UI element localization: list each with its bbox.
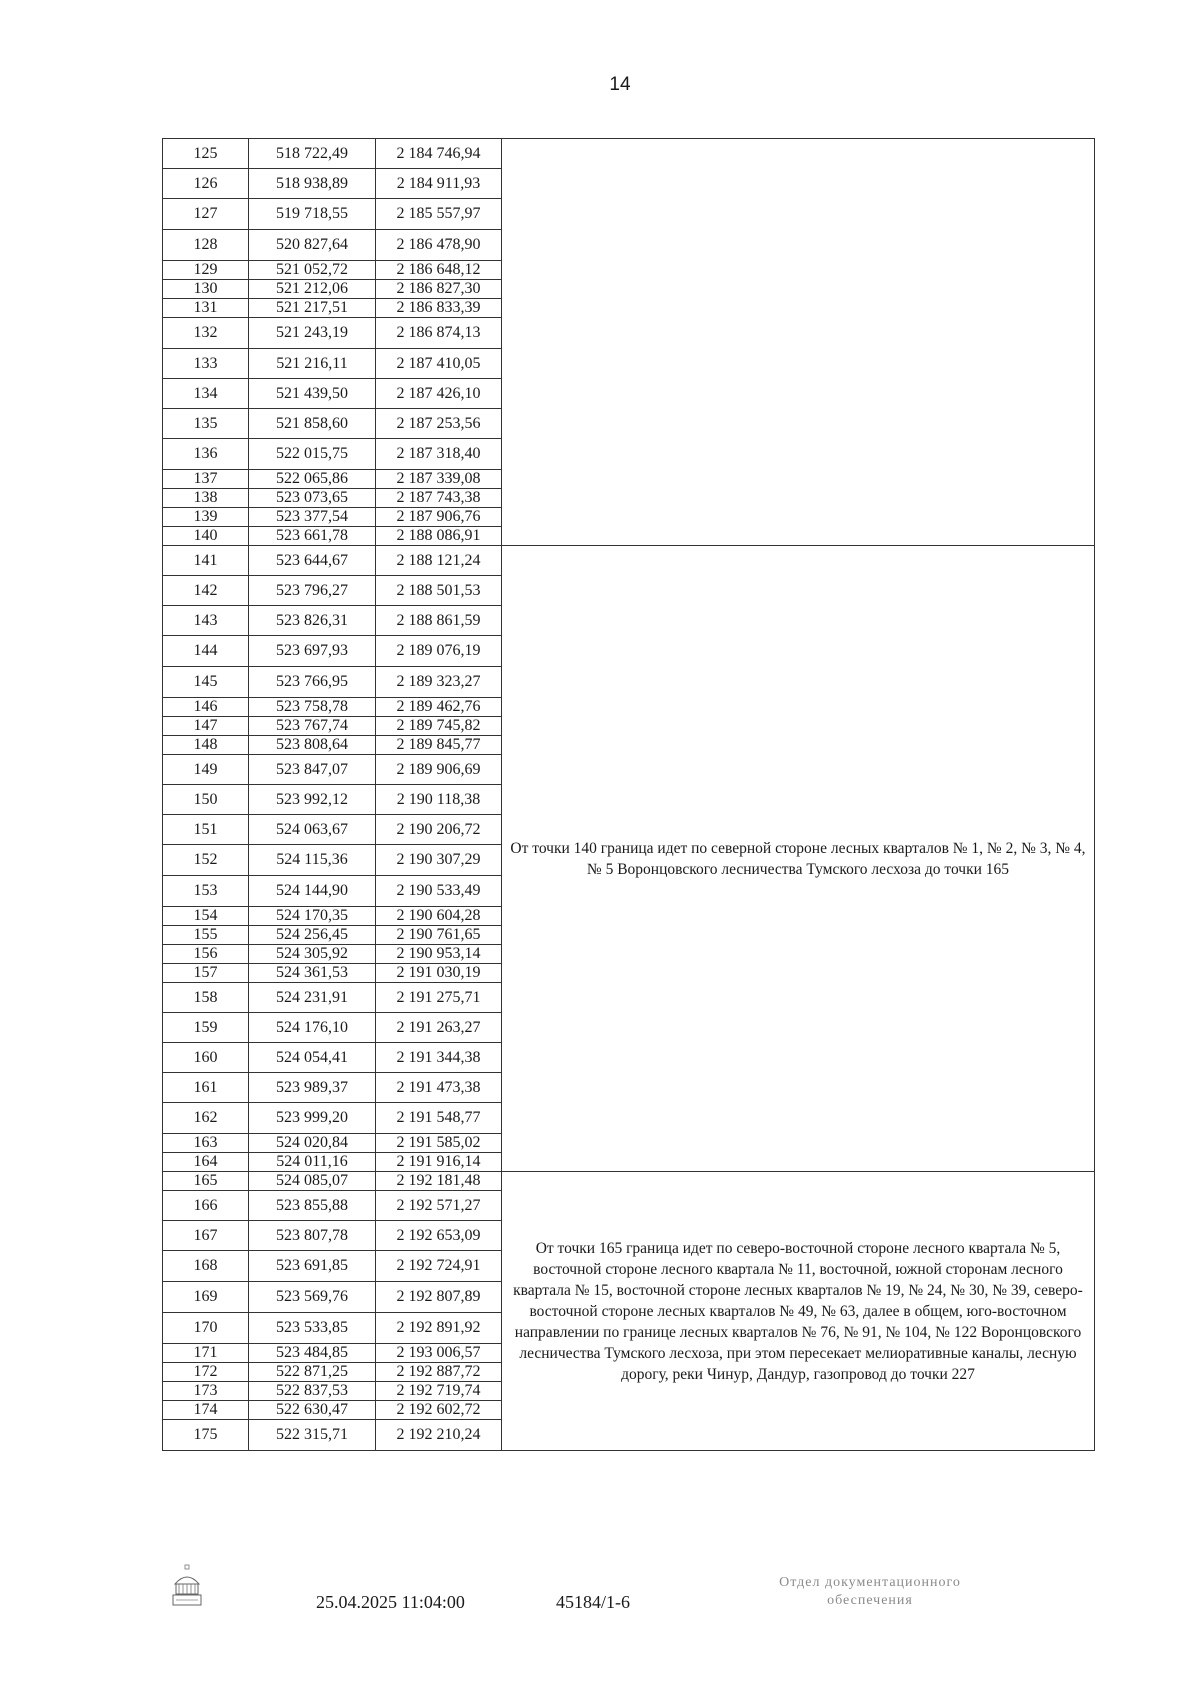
point-number-cell: 136: [163, 439, 249, 470]
footer-doc-number: 45184/1-6: [556, 1592, 630, 1612]
x-coordinate-cell: 521 439,50: [249, 379, 376, 409]
y-coordinate-cell: 2 192 653,09: [376, 1221, 502, 1251]
point-number-cell: 161: [163, 1073, 249, 1103]
y-coordinate-cell: 2 187 253,56: [376, 409, 502, 439]
y-coordinate-cell: 2 186 478,90: [376, 230, 502, 261]
point-number-cell: 127: [163, 199, 249, 230]
point-number-cell: 147: [163, 717, 249, 736]
emblem-icon: [170, 1564, 204, 1608]
y-coordinate-cell: 2 186 648,12: [376, 261, 502, 280]
y-coordinate-cell: 2 184 911,93: [376, 169, 502, 199]
point-number-cell: 167: [163, 1221, 249, 1251]
y-coordinate-cell: 2 189 323,27: [376, 667, 502, 698]
x-coordinate-cell: 524 063,67: [249, 815, 376, 845]
x-coordinate-cell: 523 992,12: [249, 785, 376, 815]
boundary-description-cell: [502, 139, 1095, 546]
point-number-cell: 169: [163, 1282, 249, 1313]
point-number-cell: 166: [163, 1191, 249, 1221]
y-coordinate-cell: 2 187 339,08: [376, 470, 502, 489]
x-coordinate-cell: 521 216,11: [249, 349, 376, 379]
y-coordinate-cell: 2 193 006,57: [376, 1344, 502, 1363]
x-coordinate-cell: 523 533,85: [249, 1313, 376, 1344]
y-coordinate-cell: 2 192 891,92: [376, 1313, 502, 1344]
x-coordinate-cell: 523 796,27: [249, 576, 376, 606]
x-coordinate-cell: 523 697,93: [249, 636, 376, 667]
y-coordinate-cell: 2 188 086,91: [376, 527, 502, 546]
point-number-cell: 150: [163, 785, 249, 815]
x-coordinate-cell: 521 243,19: [249, 318, 376, 349]
point-number-cell: 138: [163, 489, 249, 508]
y-coordinate-cell: 2 187 318,40: [376, 439, 502, 470]
point-number-cell: 143: [163, 606, 249, 636]
page-number: 14: [609, 74, 631, 95]
y-coordinate-cell: 2 188 121,24: [376, 546, 502, 576]
coordinates-table: [162, 138, 1095, 1451]
point-number-cell: 146: [163, 698, 249, 717]
point-number-cell: 145: [163, 667, 249, 698]
y-coordinate-cell: 2 192 719,74: [376, 1382, 502, 1401]
y-coordinate-cell: 2 191 030,19: [376, 964, 502, 983]
y-coordinate-cell: 2 189 745,82: [376, 717, 502, 736]
y-coordinate-cell: 2 191 548,77: [376, 1103, 502, 1134]
y-coordinate-cell: 2 188 861,59: [376, 606, 502, 636]
table-row: [163, 546, 1095, 576]
x-coordinate-cell: 523 989,37: [249, 1073, 376, 1103]
y-coordinate-cell: 2 186 827,30: [376, 280, 502, 299]
point-number-cell: 165: [163, 1172, 249, 1191]
point-number-cell: 142: [163, 576, 249, 606]
x-coordinate-cell: 523 644,67: [249, 546, 376, 576]
point-number-cell: 135: [163, 409, 249, 439]
point-number-cell: 159: [163, 1013, 249, 1043]
y-coordinate-cell: 2 192 602,72: [376, 1401, 502, 1420]
x-coordinate-cell: 523 826,31: [249, 606, 376, 636]
footer-department-line1: Отдел документационного: [779, 1575, 961, 1590]
y-coordinate-cell: 2 191 344,38: [376, 1043, 502, 1073]
point-number-cell: 155: [163, 926, 249, 945]
point-number-cell: 144: [163, 636, 249, 667]
x-coordinate-cell: 523 847,07: [249, 755, 376, 785]
point-number-cell: 130: [163, 280, 249, 299]
point-number-cell: 128: [163, 230, 249, 261]
x-coordinate-cell: 523 766,95: [249, 667, 376, 698]
x-coordinate-cell: 522 871,25: [249, 1363, 376, 1382]
y-coordinate-cell: 2 187 410,05: [376, 349, 502, 379]
y-coordinate-cell: 2 185 557,97: [376, 199, 502, 230]
x-coordinate-cell: 520 827,64: [249, 230, 376, 261]
x-coordinate-cell: 522 630,47: [249, 1401, 376, 1420]
point-number-cell: 126: [163, 169, 249, 199]
y-coordinate-cell: 2 190 604,28: [376, 907, 502, 926]
x-coordinate-cell: 523 569,76: [249, 1282, 376, 1313]
x-coordinate-cell: 524 085,07: [249, 1172, 376, 1191]
x-coordinate-cell: 523 073,65: [249, 489, 376, 508]
y-coordinate-cell: 2 192 807,89: [376, 1282, 502, 1313]
y-coordinate-cell: 2 189 845,77: [376, 736, 502, 755]
footer-department-stamp: [730, 1574, 1010, 1610]
y-coordinate-cell: 2 190 206,72: [376, 815, 502, 845]
y-coordinate-cell: 2 190 118,38: [376, 785, 502, 815]
y-coordinate-cell: 2 189 462,76: [376, 698, 502, 717]
x-coordinate-cell: 522 315,71: [249, 1420, 376, 1451]
x-coordinate-cell: 524 144,90: [249, 876, 376, 907]
x-coordinate-cell: 522 015,75: [249, 439, 376, 470]
x-coordinate-cell: 523 855,88: [249, 1191, 376, 1221]
y-coordinate-cell: 2 192 181,48: [376, 1172, 502, 1191]
y-coordinate-cell: 2 190 307,29: [376, 845, 502, 876]
point-number-cell: 171: [163, 1344, 249, 1363]
y-coordinate-cell: 2 188 501,53: [376, 576, 502, 606]
point-number-cell: 133: [163, 349, 249, 379]
point-number-cell: 170: [163, 1313, 249, 1344]
point-number-cell: 175: [163, 1420, 249, 1451]
point-number-cell: 125: [163, 139, 249, 169]
x-coordinate-cell: 523 808,64: [249, 736, 376, 755]
point-number-cell: 174: [163, 1401, 249, 1420]
x-coordinate-cell: 521 212,06: [249, 280, 376, 299]
point-number-cell: 154: [163, 907, 249, 926]
x-coordinate-cell: 524 011,16: [249, 1153, 376, 1172]
x-coordinate-cell: 524 305,92: [249, 945, 376, 964]
y-coordinate-cell: 2 190 953,14: [376, 945, 502, 964]
y-coordinate-cell: 2 192 724,91: [376, 1251, 502, 1282]
y-coordinate-cell: 2 186 874,13: [376, 318, 502, 349]
y-coordinate-cell: 2 191 585,02: [376, 1134, 502, 1153]
y-coordinate-cell: 2 192 210,24: [376, 1420, 502, 1451]
x-coordinate-cell: 522 837,53: [249, 1382, 376, 1401]
point-number-cell: 157: [163, 964, 249, 983]
point-number-cell: 137: [163, 470, 249, 489]
y-coordinate-cell: 2 184 746,94: [376, 139, 502, 169]
point-number-cell: 160: [163, 1043, 249, 1073]
point-number-cell: 140: [163, 527, 249, 546]
point-number-cell: 139: [163, 508, 249, 527]
point-number-cell: 162: [163, 1103, 249, 1134]
point-number-cell: 141: [163, 546, 249, 576]
y-coordinate-cell: 2 189 076,19: [376, 636, 502, 667]
y-coordinate-cell: 2 192 887,72: [376, 1363, 502, 1382]
point-number-cell: 152: [163, 845, 249, 876]
y-coordinate-cell: 2 191 275,71: [376, 983, 502, 1013]
x-coordinate-cell: 523 661,78: [249, 527, 376, 546]
y-coordinate-cell: 2 187 743,38: [376, 489, 502, 508]
y-coordinate-cell: 2 190 533,49: [376, 876, 502, 907]
point-number-cell: 134: [163, 379, 249, 409]
x-coordinate-cell: 521 052,72: [249, 261, 376, 280]
point-number-cell: 158: [163, 983, 249, 1013]
y-coordinate-cell: 2 187 426,10: [376, 379, 502, 409]
point-number-cell: 163: [163, 1134, 249, 1153]
y-coordinate-cell: 2 191 473,38: [376, 1073, 502, 1103]
y-coordinate-cell: 2 191 263,27: [376, 1013, 502, 1043]
point-number-cell: 153: [163, 876, 249, 907]
point-number-cell: 132: [163, 318, 249, 349]
x-coordinate-cell: 524 176,10: [249, 1013, 376, 1043]
x-coordinate-cell: 524 231,91: [249, 983, 376, 1013]
point-number-cell: 149: [163, 755, 249, 785]
x-coordinate-cell: 518 938,89: [249, 169, 376, 199]
table-row: [163, 139, 1095, 169]
point-number-cell: 148: [163, 736, 249, 755]
point-number-cell: 164: [163, 1153, 249, 1172]
point-number-cell: 151: [163, 815, 249, 845]
y-coordinate-cell: 2 189 906,69: [376, 755, 502, 785]
point-number-cell: 168: [163, 1251, 249, 1282]
point-number-cell: 156: [163, 945, 249, 964]
x-coordinate-cell: 522 065,86: [249, 470, 376, 489]
table-row: [163, 1172, 1095, 1191]
y-coordinate-cell: 2 192 571,27: [376, 1191, 502, 1221]
x-coordinate-cell: 524 115,36: [249, 845, 376, 876]
x-coordinate-cell: 521 858,60: [249, 409, 376, 439]
boundary-description-cell: От точки 165 граница идет по северо-восточной стороне лесного квартала № 5, восточной стороне лесного квартала № 11, восточной, южной сторонам лесного квартала № 15, восточной стороне лесных кварталов № 19, № 24, № 30, № 39, северо-восточной стороне лесных кварталов № 49, № 63, далее в общем, юго-восточном направлении по границе лесных кварталов № 76, № 91, № 104, № 122 Воронцовского лесничества Тумского лесхоза, при этом пересекает мелиоративные каналы, лесную дорогу, реки Чинур, Дандур, газопровод до точки 227: [502, 1172, 1095, 1451]
x-coordinate-cell: 524 020,84: [249, 1134, 376, 1153]
point-number-cell: 172: [163, 1363, 249, 1382]
x-coordinate-cell: 523 767,74: [249, 717, 376, 736]
x-coordinate-cell: 524 361,53: [249, 964, 376, 983]
footer-datetime: 25.04.2025 11:04:00: [316, 1592, 465, 1612]
y-coordinate-cell: 2 191 916,14: [376, 1153, 502, 1172]
page-footer: [0, 1575, 1200, 1672]
x-coordinate-cell: 523 377,54: [249, 508, 376, 527]
x-coordinate-cell: 524 054,41: [249, 1043, 376, 1073]
x-coordinate-cell: 524 256,45: [249, 926, 376, 945]
point-number-cell: 129: [163, 261, 249, 280]
y-coordinate-cell: 2 187 906,76: [376, 508, 502, 527]
x-coordinate-cell: 521 217,51: [249, 299, 376, 318]
y-coordinate-cell: 2 190 761,65: [376, 926, 502, 945]
point-number-cell: 131: [163, 299, 249, 318]
x-coordinate-cell: 523 758,78: [249, 698, 376, 717]
y-coordinate-cell: 2 186 833,39: [376, 299, 502, 318]
x-coordinate-cell: 518 722,49: [249, 139, 376, 169]
footer-department-line2: обеспечения: [827, 1593, 913, 1608]
x-coordinate-cell: 523 691,85: [249, 1251, 376, 1282]
x-coordinate-cell: 523 484,85: [249, 1344, 376, 1363]
x-coordinate-cell: 519 718,55: [249, 199, 376, 230]
x-coordinate-cell: 524 170,35: [249, 907, 376, 926]
x-coordinate-cell: 523 807,78: [249, 1221, 376, 1251]
point-number-cell: 173: [163, 1382, 249, 1401]
boundary-description-cell: От точки 140 граница идет по северной стороне лесных кварталов № 1, № 2, № 3, № 4, № 5 Воронцовского лесничества Тумского лесхоза до точки 165: [502, 546, 1095, 1172]
x-coordinate-cell: 523 999,20: [249, 1103, 376, 1134]
